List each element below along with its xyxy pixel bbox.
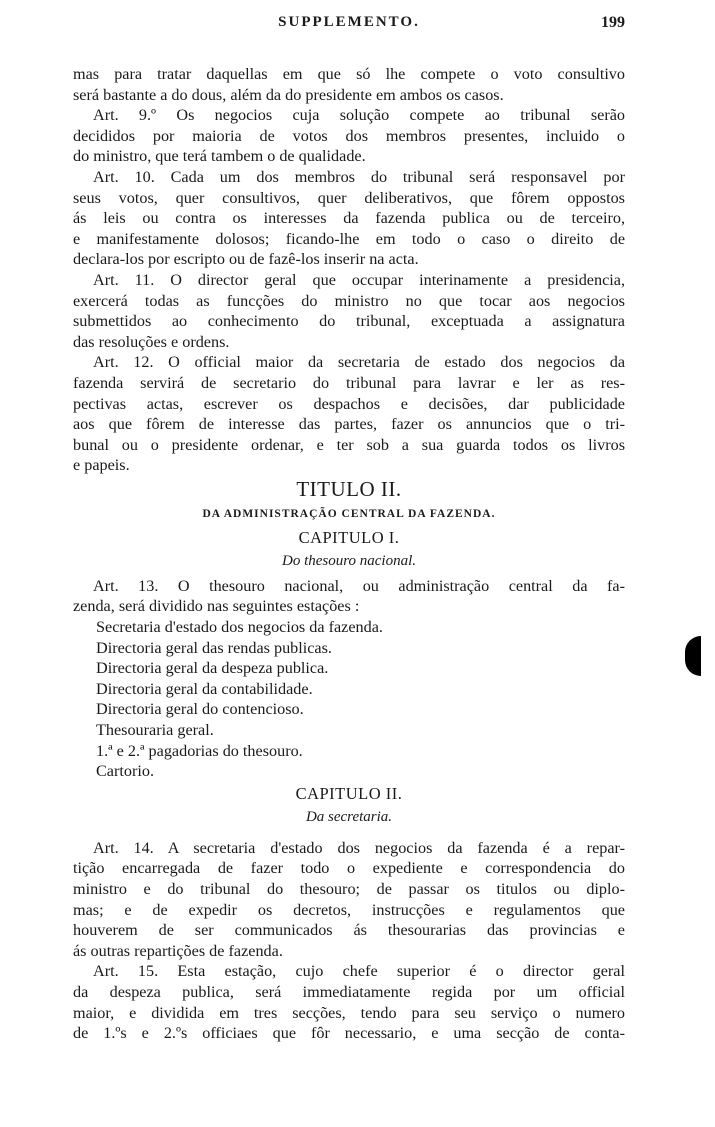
text-line: mas para tratar daquellas em que só lhe compete o voto consultivo <box>73 65 625 83</box>
text-line: Art. 15. Esta estação, cujo chefe superior é o director geral <box>93 962 625 981</box>
list-item: Directoria geral da contabilidade. <box>96 679 313 698</box>
paragraph-art-15 <box>73 961 625 1043</box>
text-line: houverem de ser communicados ás thesourarias das provincias e <box>73 921 625 940</box>
text-line: de 1.ºs e 2.ºs officiaes que fôr necessario, e uma secção de conta- <box>73 1024 625 1043</box>
text-line: tição encarregada de fazer todo o expediente e correspondencia do <box>73 859 625 878</box>
text-line: será bastante a do dous, além da do presidente em ambos os casos. <box>73 85 504 104</box>
list-item: 1.ª e 2.ª pagadorias do thesouro. <box>96 741 303 760</box>
text-line: aos que fôrem de interesse das partes, fazer os annuncios que o tri- <box>73 415 625 434</box>
text-line: das resoluções e ordens. <box>73 332 230 351</box>
text-line: Art. 13. O thesouro nacional, ou administração central da fa- <box>93 576 625 595</box>
capitulo-2-subheading: Da secretaria. <box>305 808 393 825</box>
paragraph-art-11 <box>73 270 625 352</box>
running-head <box>73 14 625 38</box>
paragraph-art-12 <box>73 352 625 476</box>
text-line: e papeis. <box>73 456 130 475</box>
capitulo-2-heading: CAPITULO II. <box>295 783 403 803</box>
capitulo-1-heading: CAPITULO I. <box>298 527 400 547</box>
text-line: seus votos, quer consultivos, quer deliberativos, que fôrem oppostos <box>73 188 625 207</box>
text-line: ministro e do tribunal do thesouro; de passar os titulos ou diplo- <box>73 880 625 898</box>
text-line: exercerá todas as funcções do ministro no que tocar aos negocios <box>73 291 625 310</box>
paragraph-art-13 <box>73 576 625 617</box>
paragraph-continuation <box>73 64 625 105</box>
text-line: Art. 14. A secretaria d'estado dos negocios da fazenda é a repar- <box>93 838 625 857</box>
paragraph-art-9 <box>73 105 625 167</box>
body-text <box>73 64 625 1044</box>
list-item: Directoria geral das rendas publicas. <box>96 638 332 657</box>
list-item: Directoria geral da despeza publica. <box>96 659 329 678</box>
list-item: Secretaria d'estado dos negocios da fazenda. <box>96 618 383 637</box>
page-number: 199 <box>601 14 625 31</box>
text-line: Art. 9.º Os negocios cuja solução compete ao tribunal serão <box>93 106 625 125</box>
scan-ink-blot <box>685 636 701 676</box>
titulo-subtitle: DA ADMINISTRAÇÃO CENTRAL DA FAZENDA. <box>202 507 496 520</box>
text-line: submettidos ao conhecimento do tribunal, exceptuada a assignatura <box>73 312 625 331</box>
text-line: e manifestamente dolosos; ficando-lhe em todo o caso o direito de <box>73 229 625 248</box>
paragraph-art-10 <box>73 167 625 270</box>
text-line: do ministro, que terá tambem o de qualidade. <box>73 147 366 166</box>
titulo-heading: TITULO II. <box>296 476 402 501</box>
estacoes-list <box>73 617 625 782</box>
text-line: declara-los por escripto ou de fazê-los inserir na acta. <box>73 250 419 269</box>
text-line: da despeza publica, será immediatamente regida por um official <box>73 982 625 1001</box>
list-item: Thesouraria geral. <box>96 721 214 740</box>
text-line: ás outras repartições de fazenda. <box>73 941 283 960</box>
text-line: Art. 10. Cada um dos membros do tribunal será responsavel por <box>93 167 625 186</box>
text-line: maior, e dividida em tres secções, tendo para seu serviço o numero <box>73 1003 625 1022</box>
list-item: Directoria geral do contencioso. <box>96 700 304 719</box>
text-line: bunal ou o presidente ordenar, e ter sob a sua guarda todos os livros <box>73 435 625 454</box>
list-item: Cartorio. <box>96 762 154 781</box>
text-line: Art. 12. O official maior da secretaria de estado dos negocios da <box>93 353 625 372</box>
running-head-title: SUPPLEMENTO. <box>278 14 420 30</box>
text-line: Art. 11. O director geral que occupar interinamente a presidencia, <box>93 270 625 289</box>
text-line: decididos por maioria de votos dos membros presentes, incluido o <box>73 126 625 145</box>
text-line: pectivas actas, escrever os despachos e decisões, dar publicidade <box>73 394 625 413</box>
text-line: zenda, será dividido nas seguintes estações : <box>73 597 360 616</box>
capitulo-1-subheading: Do thesouro nacional. <box>281 552 417 569</box>
paragraph-art-14 <box>73 838 625 962</box>
text-line: ás leis ou contra os interesses da fazenda publica ou de terceiro, <box>73 209 625 228</box>
text-line: mas; e de expedir os decretos, instrucções e regulamentos que <box>73 900 625 919</box>
text-line: fazenda servirá de secretario do tribunal para lavrar e ler as res- <box>73 373 625 392</box>
